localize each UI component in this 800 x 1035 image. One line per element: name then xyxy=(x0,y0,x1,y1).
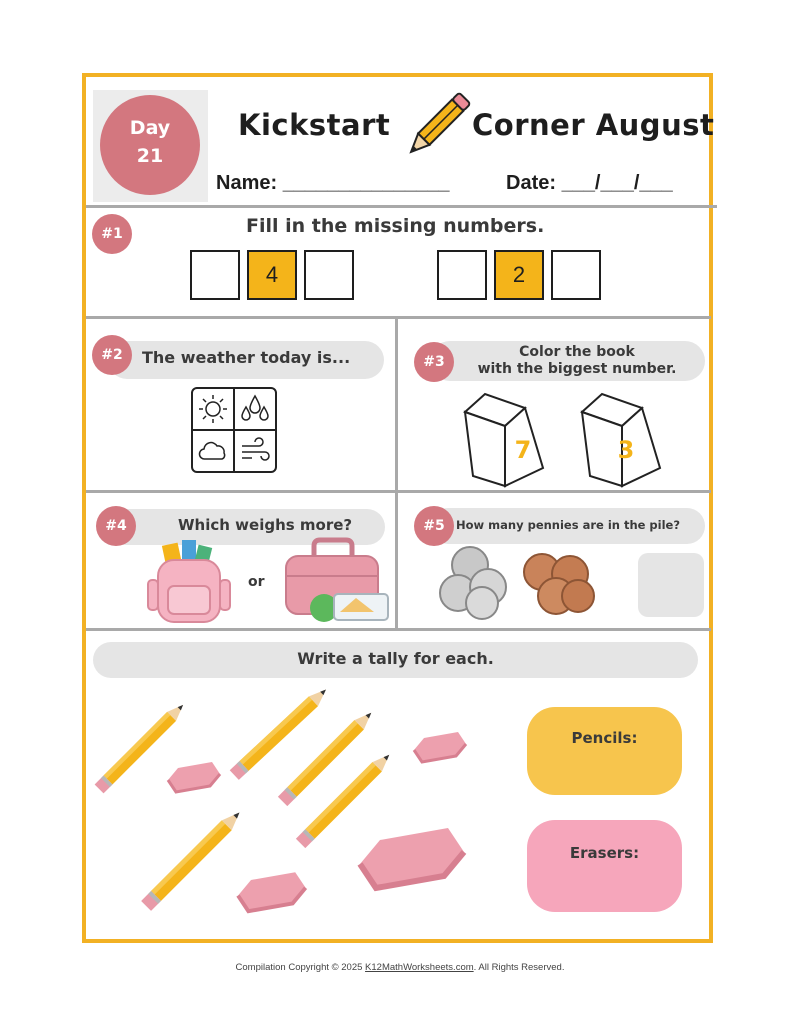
question-badge: #5 xyxy=(414,506,454,546)
number-box[interactable] xyxy=(304,250,354,300)
question-badge: #3 xyxy=(414,342,454,382)
eraser-shape xyxy=(238,872,306,911)
number-box[interactable] xyxy=(437,250,487,300)
book-icon[interactable] xyxy=(580,390,666,490)
question-badge: #2 xyxy=(92,335,132,375)
copyright-footer xyxy=(0,962,800,973)
footer-link[interactable]: K12MathWorksheets.com xyxy=(365,962,474,973)
pennies-icon[interactable] xyxy=(520,550,596,620)
date-field[interactable]: Date: ___/___/___ xyxy=(506,172,673,194)
title-right: Corner August xyxy=(472,108,715,142)
number-box[interactable] xyxy=(190,250,240,300)
divider xyxy=(86,490,711,493)
sun-icon[interactable] xyxy=(197,393,229,425)
question-badge: #1 xyxy=(92,214,132,254)
erasers-label: Erasers: xyxy=(569,844,640,862)
erasers-answer-bubble[interactable] xyxy=(527,820,682,912)
day-badge xyxy=(100,95,200,195)
backpack-icon[interactable] xyxy=(146,538,232,626)
question-badge: #4 xyxy=(96,506,136,546)
pencil-icon xyxy=(398,95,468,165)
pencils-and-erasers-illustration xyxy=(92,672,512,932)
footer-prefix: Compilation Copyright © 2025 xyxy=(235,962,366,973)
book-number: 3 xyxy=(617,436,635,464)
number-box: 4 xyxy=(247,250,297,300)
q4-prompt: Which weighs more? xyxy=(178,516,353,534)
name-field[interactable]: Name: _______________ xyxy=(216,172,450,194)
q1-prompt: Fill in the missing numbers. xyxy=(246,215,545,237)
divider xyxy=(395,318,398,629)
cloud-icon[interactable] xyxy=(197,435,229,467)
divider xyxy=(86,628,711,631)
lunchbox-icon[interactable] xyxy=(284,538,390,628)
q3-prompt-line2: with the biggest number. xyxy=(477,361,677,377)
raindrops-icon[interactable] xyxy=(239,393,271,425)
title-left: Kickstart xyxy=(238,108,391,142)
q3-prompt-line1: Color the book xyxy=(519,344,635,360)
number-box: 2 xyxy=(494,250,544,300)
pencils-label: Pencils: xyxy=(571,729,638,747)
q3-prompt xyxy=(446,344,708,378)
eraser-shape xyxy=(168,762,220,792)
book-number: 7 xyxy=(514,436,532,464)
answer-box[interactable] xyxy=(638,553,704,617)
divider xyxy=(86,205,717,208)
q5-prompt: How many pennies are in the pile? xyxy=(456,518,681,532)
book-icon[interactable] xyxy=(463,390,549,490)
wind-icon[interactable] xyxy=(239,435,271,467)
day-number: 21 xyxy=(136,144,164,167)
nickels-icon xyxy=(440,545,520,621)
q6-prompt: Write a tally for each. xyxy=(297,649,494,668)
day-label: Day xyxy=(129,117,171,139)
footer-suffix: . All Rights Reserved. xyxy=(473,962,565,973)
eraser-shape xyxy=(360,828,464,888)
pencil-shape xyxy=(141,808,244,911)
eraser-shape xyxy=(414,732,466,762)
number-box[interactable] xyxy=(551,250,601,300)
or-label: or xyxy=(248,574,265,590)
pencils-answer-bubble[interactable] xyxy=(527,707,682,795)
q2-prompt: The weather today is... xyxy=(142,348,351,367)
divider xyxy=(86,316,711,319)
